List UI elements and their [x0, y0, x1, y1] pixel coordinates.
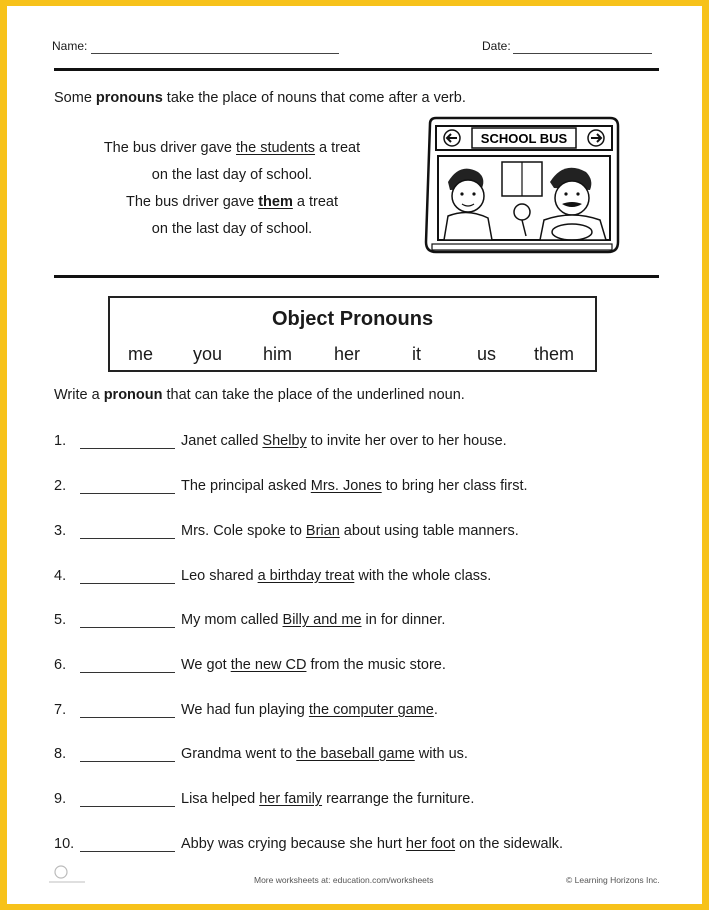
pronoun-word: them	[534, 344, 575, 364]
school-bus-illustration	[422, 116, 622, 266]
answer-blank[interactable]	[80, 806, 175, 807]
instructions-text: Write a pronoun that can take the place of the underlined noun.	[54, 387, 465, 403]
example-line-1: The bus driver gave the students a treat	[103, 140, 361, 156]
example-line-4: on the last day of school.	[151, 221, 313, 237]
footer-copyright: © Learning Horizons Inc.	[566, 875, 660, 885]
date-field[interactable]	[513, 53, 652, 54]
treat-icon	[514, 204, 530, 220]
pronouns-box-title: Object Pronouns	[271, 308, 434, 330]
example-line-3: The bus driver gave them a treat	[126, 194, 338, 210]
pronoun-word: us	[477, 344, 497, 364]
answer-blank[interactable]	[80, 538, 175, 539]
date-label: Date:	[482, 39, 511, 53]
footer-website: More worksheets at: education.com/worksheets	[254, 875, 434, 885]
answer-blank[interactable]	[80, 583, 175, 584]
name-field[interactable]	[91, 53, 339, 54]
object-pronouns-box	[108, 296, 597, 372]
section-divider	[54, 275, 659, 278]
answer-blank[interactable]	[80, 717, 175, 718]
answer-blank[interactable]	[80, 493, 175, 494]
intro-text: Some pronouns take the place of nouns that come after a verb.	[54, 90, 466, 106]
answer-blank[interactable]	[80, 672, 175, 673]
pronoun-word: him	[263, 344, 293, 364]
education-logo-icon	[47, 864, 87, 886]
example-line-2: on the last day of school.	[151, 167, 313, 183]
name-label: Name:	[52, 39, 88, 53]
pronoun-word: it	[412, 344, 421, 364]
top-divider	[54, 68, 659, 71]
pronoun-word: her	[334, 344, 361, 364]
worksheet-page: Name: Date: Some pronouns take the place of nouns that come after a verb. The bus driver gave the students a treat on the last day of school. The bus driver gave them a treat on the last day of school. SCHOOL BUS Object Pronouns me you him her it us them Write a pronoun that can take the place of the underlined noun. 1. Janet called Shelby to invite her over to her house. 2. The principal asked Mrs. Jones to bring her class first. 3. Mrs. Cole spoke to Brian about using table manners. 4. Leo shared a birthday treat with the whole class. 5. My mom called Billy and me in for dinner. 6. We got the new CD from the music store. 7. We had fun playing the computer game. 8. Grandma went to the baseball game with us. 9. Lisa helped her family rearrange the furniture. 10. Abby was crying because she hurt her foot on the sidewalk. More worksheets at: education.com/worksheets © Learning Horizons Inc.	[7, 6, 702, 904]
bus-sign-text: SCHOOL BUS	[480, 131, 568, 146]
pronoun-word: you	[193, 344, 223, 364]
answer-blank[interactable]	[80, 627, 175, 628]
pronoun-word: me	[128, 344, 154, 364]
answer-blank[interactable]	[80, 851, 175, 852]
answer-blank[interactable]	[80, 761, 175, 762]
answer-blank[interactable]	[80, 448, 175, 449]
